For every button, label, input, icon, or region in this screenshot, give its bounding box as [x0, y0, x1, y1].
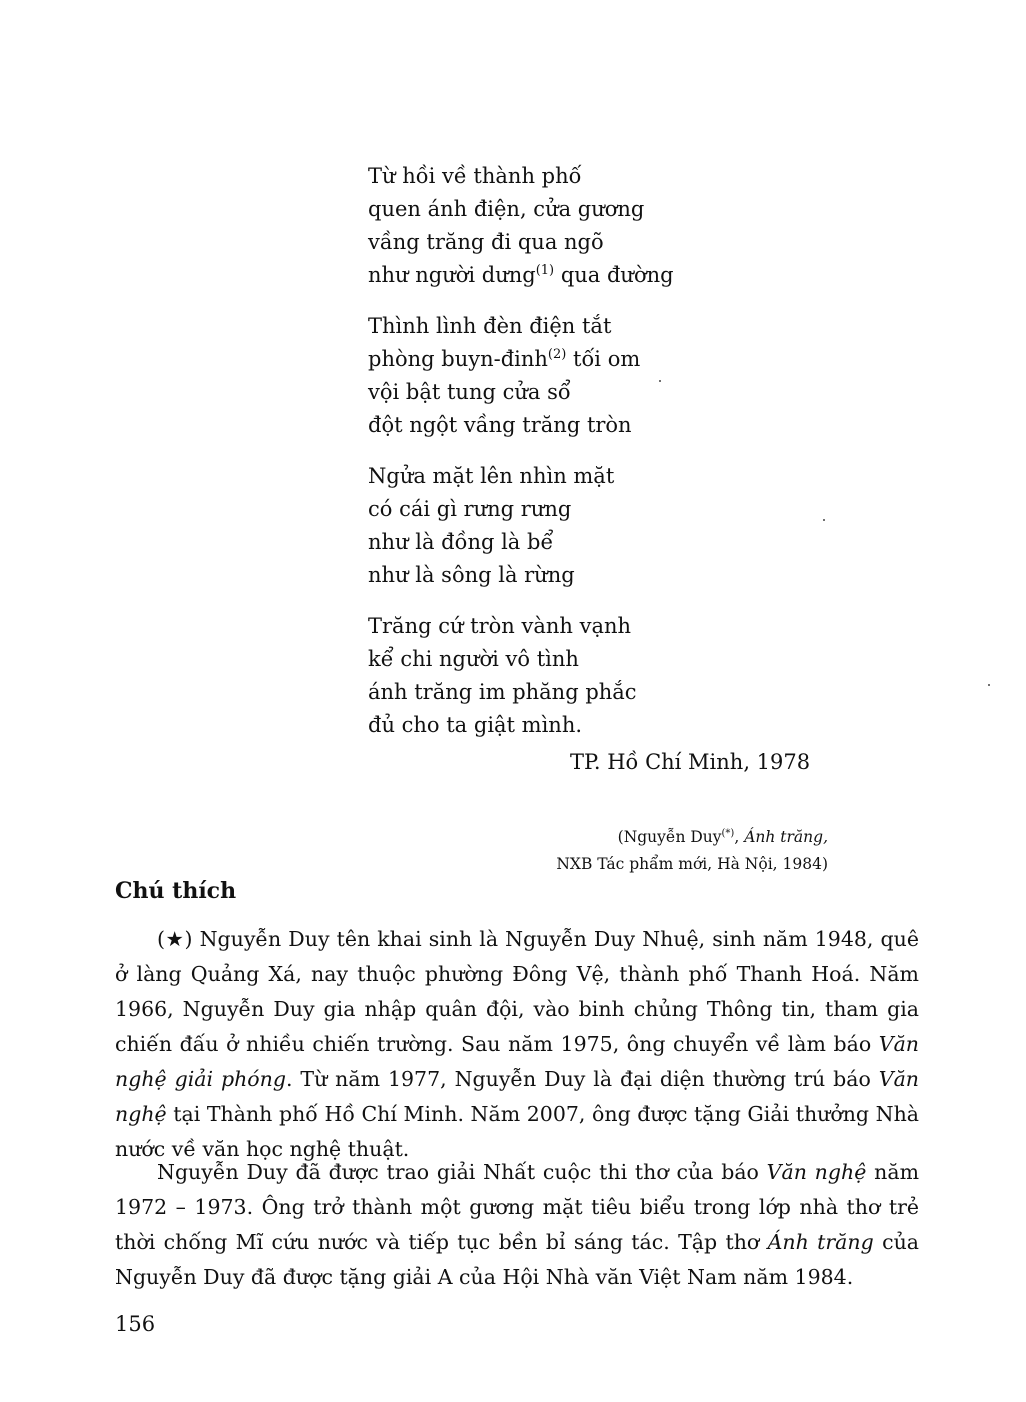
poem-line-text: phòng buyn-đinh [368, 347, 548, 371]
scan-speck [823, 519, 825, 521]
footnote-ref-2: (2) [547, 347, 567, 362]
note-paragraph-2 [115, 1155, 919, 1295]
poem-line-text: tối om [566, 347, 641, 371]
poem-line-text: qua đường [554, 263, 674, 287]
note-paragraph-1 [115, 922, 919, 1167]
poem-line: như là đồng là bể [368, 530, 554, 554]
stanza-1 [368, 160, 708, 292]
poem-line: Ngửa mặt lên nhìn mặt [368, 464, 615, 488]
poem-line: có cái gì rưng rưng [368, 497, 572, 521]
source-sep: , [734, 828, 745, 846]
note-text: của Nguyễn Duy đã được tặng giải A của Hội Nhà văn Việt Nam năm 1984. [115, 1230, 920, 1289]
poem-line [368, 259, 708, 292]
source-line-2: NXB Tác phẩm mới, Hà Nội, 1984) [556, 855, 828, 873]
note-italic: Văn nghệ giải phóng [115, 1032, 919, 1091]
poem-line: vội bật tung cửa sổ [368, 380, 571, 404]
stanza-3 [368, 460, 708, 592]
place-date: TP. Hồ Chí Minh, 1978 [570, 750, 811, 774]
stanza-4 [368, 610, 708, 742]
stanza-2 [368, 310, 708, 442]
poem-line: Thình lình đèn điện tắt [368, 314, 612, 338]
notes-heading: Chú thích [115, 878, 237, 904]
source-line-1 [556, 824, 828, 851]
footnote-ref-1: (1) [535, 263, 555, 278]
source-author: (Nguyễn Duy [617, 828, 722, 846]
source-citation [556, 824, 828, 878]
poem-line: Từ hồi về thành phố [368, 164, 582, 188]
note-italic: Văn nghệ [766, 1160, 867, 1184]
note-text: (★) Nguyễn Duy tên khai sinh là Nguyễn Duy Nhuệ, sinh năm 1948, quê ở làng Quảng Xá, nay thuộc phường Đông Vệ, thành phố Thanh Hoá. Năm 1966, Nguyễn Duy gia nhập quân đội, vào binh chủng Thông tin, tham gia chiến đấu ở nhiều chiến trường. Sau năm 1975, ông chuyển về làm báo [115, 927, 919, 1056]
poem-line: như là sông là rừng [368, 563, 575, 587]
note-text: năm 1972 – 1973. Ông trở thành một gương mặt tiêu biểu trong lớp nhà thơ trẻ thời chống Mĩ cứu nước và tiếp tục bền bỉ sáng tác. Tập thơ [115, 1160, 920, 1254]
poem-line: quen ánh điện, cửa gương [368, 197, 645, 221]
note-text: . Từ năm 1977, Nguyễn Duy là đại diện thường trú báo [285, 1067, 879, 1091]
scan-speck [659, 380, 661, 382]
poem-line [368, 343, 708, 376]
poem-line: kể chi người vô tình [368, 647, 579, 671]
poem-line: vầng trăng đi qua ngõ [368, 230, 604, 254]
note-text: Nguyễn Duy đã được trao giải Nhất cuộc thi thơ của báo [157, 1160, 767, 1184]
scan-speck [988, 684, 990, 686]
note-italic: Văn nghệ [115, 1067, 919, 1126]
poem-line: ánh trăng im phăng phắc [368, 680, 637, 704]
poem-line: đủ cho ta giật mình. [368, 713, 583, 737]
poem-line-text: như người dưng [368, 263, 536, 287]
note-italic: Ánh trăng [767, 1230, 874, 1254]
author-note-ref: (*) [721, 827, 735, 839]
source-title: Ánh trăng, [744, 828, 828, 846]
page-number: 156 [115, 1312, 156, 1336]
poem [368, 160, 708, 760]
poem-line: Trăng cứ tròn vành vạnh [368, 614, 632, 638]
note-text: tại Thành phố Hồ Chí Minh. Năm 2007, ông được tặng Giải thưởng Nhà nước về văn học nghệ thuật. [115, 1102, 919, 1161]
poem-line: đột ngột vầng trăng tròn [368, 413, 632, 437]
